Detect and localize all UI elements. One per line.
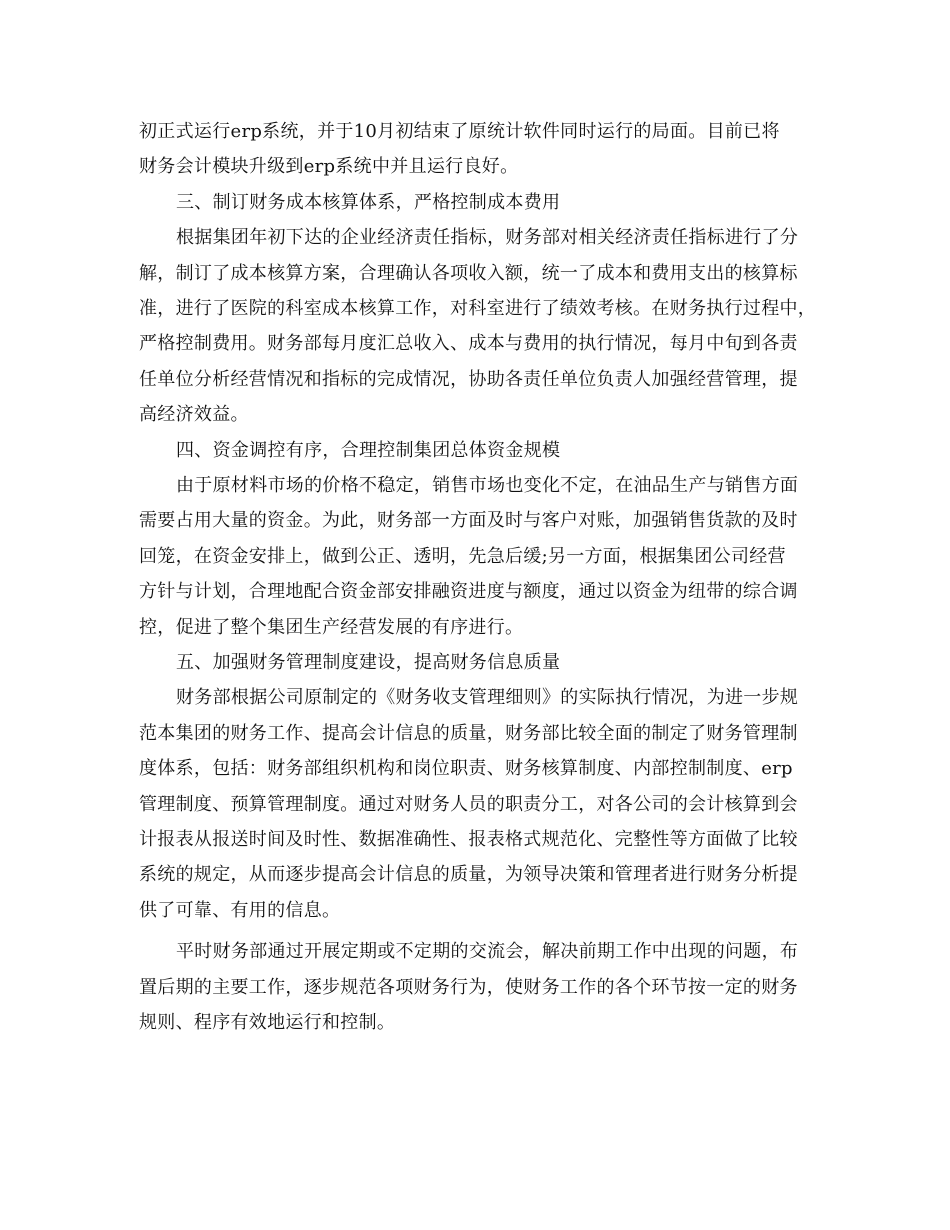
text-line: 规则、程序有效地运行和控制。: [139, 1012, 396, 1033]
text-line: 严格控制费用。财务部每月度汇总收入、成本与费用的执行情况，每月中旬到各责: [139, 333, 798, 354]
text-line: 管理制度、预算管理制度。通过对财务人员的职责分工，对各公司的会计核算到会: [139, 794, 798, 815]
text-line: 方针与计划，合理地配合资金部安排融资进度与额度，通过以资金为纽带的综合调: [139, 581, 798, 602]
text-line: 解，制订了成本核算方案，合理确认各项收入额，统一了成本和费用支出的核算标: [139, 263, 798, 284]
section-heading: 三、制订财务成本核算体系，严格控制成本费用: [176, 192, 561, 213]
text-line: 供了可靠、有用的信息。: [139, 900, 341, 921]
text-line: 计报表从报送时间及时性、数据准确性、报表格式规范化、完整性等方面做了比较: [139, 829, 798, 850]
text-line: 控，促进了整个集团生产经营发展的有序进行。: [139, 617, 524, 638]
text-line: 初正式运行erp系统，并于10月初结束了原统计软件同时运行的局面。目前已将: [139, 121, 780, 142]
text-line: 度体系，包括：财务部组织机构和岗位职责、财务核算制度、内部控制制度、erp: [139, 758, 793, 779]
text-line: 回笼，在资金安排上，做到公正、透明，先急后缓;另一方面，根据集团公司经营: [139, 546, 786, 567]
text-line: 平时财务部通过开展定期或不定期的交流会，解决前期工作中出现的问题，布: [176, 941, 799, 962]
text-line: 系统的规定，从而逐步提高会计信息的质量，为领导决策和管理者进行财务分析提: [139, 864, 798, 885]
text-line: 由于原材料市场的价格不稳定，销售市场也变化不定，在油品生产与销售方面: [176, 475, 799, 496]
text-line: 范本集团的财务工作、提高会计信息的质量，财务部比较全面的制定了财务管理制: [139, 723, 798, 744]
text-line: 高经济效益。: [139, 404, 249, 425]
text-line: 准，进行了医院的科室成本核算工作，对科室进行了绩效考核。在财务执行过程中，: [139, 298, 817, 319]
text-line: 财务会计模块升级到erp系统中并且运行良好。: [139, 156, 519, 177]
section-heading: 五、加强财务管理制度建设，提高财务信息质量: [176, 652, 561, 673]
text-line: 需要占用大量的资金。为此，财务部一方面及时与客户对账，加强销售货款的及时: [139, 510, 798, 531]
section-heading: 四、资金调控有序，合理控制集团总体资金规模: [176, 440, 561, 461]
text-line: 根据集团年初下达的企业经济责任指标，财务部对相关经济责任指标进行了分: [176, 227, 799, 248]
text-line: 置后期的主要工作，逐步规范各项财务行为，使财务工作的各个环节按一定的财务: [139, 977, 798, 998]
text-line: 任单位分析经营情况和指标的完成情况，协助各责任单位负责人加强经营管理，提: [139, 369, 798, 390]
text-line: 财务部根据公司原制定的《财务收支管理细则》的实际执行情况，为进一步规: [176, 687, 799, 708]
